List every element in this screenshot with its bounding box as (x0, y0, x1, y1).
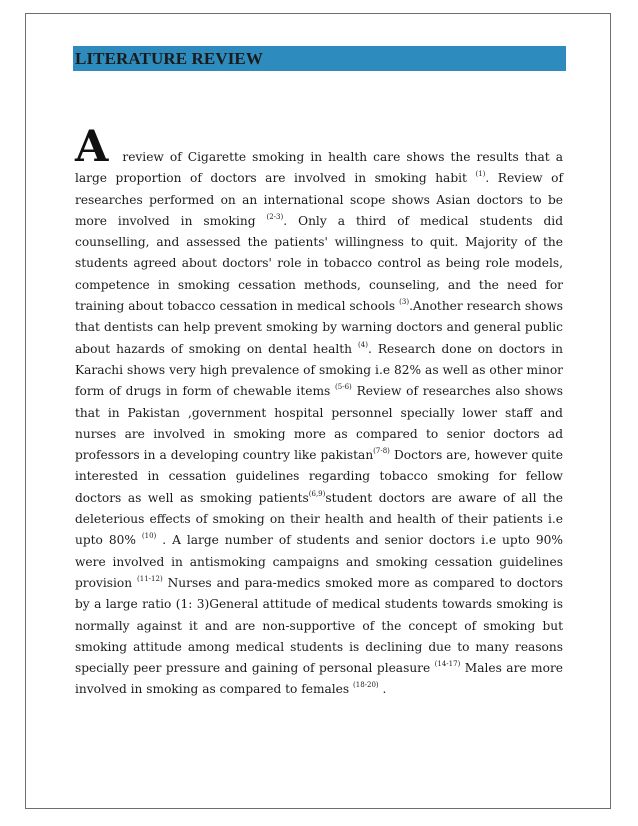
paragraph-text-run: . (378, 682, 387, 697)
citation-reference: (7-8) (373, 447, 390, 456)
citation-reference: (4) (358, 340, 368, 349)
paragraph-text-run: review of Cigarette smoking in health care shows the results that a large proportion of doctors are involved in smoking habit (75, 150, 563, 186)
paragraph-text-run: Nurses and para-medics smoked more as compared to doctors by a large ratio (1: 3)General attitude of medical students towards smoking is normally against it and are non-supportive of the concept of smoking but smoking attitude among medical students is declining due to many reasons specially peer pressure and gaining of personal pleasure (75, 575, 563, 676)
section-heading: LITERATURE REVIEW (73, 46, 566, 71)
citation-reference: (10) (141, 532, 157, 541)
paragraph-content (75, 147, 563, 701)
citation-reference: (6,9) (308, 489, 326, 498)
paragraph-text-run: .Another research shows that dentists can help prevent smoking by warning doctors and general public about hazards of smoking on dental health (75, 299, 564, 356)
paragraph-text-run: student doctors are aware of all the deleterious effects of smoking on their health and health of their patients i.e upto 80% (75, 490, 563, 548)
citation-reference: (1) (475, 170, 486, 179)
paragraph-text-run: Review of researches also shows that in Pakistan ,government hospital personnel specially lower staff and nurses are involved in smoking more as compared to senior doctors ad professors in a developing country like pakistan (75, 384, 563, 463)
paragraph-text-run: . Research done on doctors in Karachi shows very high prevalence of smoking i.e 82% as well as other minor form of drugs in form of chewable items (75, 341, 563, 399)
paragraph-text-run: Doctors are, however quite interested in cessation guidelines regarding tobacco smoking for fellow doctors as well as smoking patients (75, 448, 563, 505)
citation-reference: (11-12) (137, 574, 163, 583)
literature-review-paragraph (75, 118, 563, 701)
citation-reference: (5-6) (335, 383, 352, 392)
citation-reference: (14-17) (434, 660, 461, 669)
paragraph-text-run: . A large number of students and senior doctors i.e upto 90% were involved in antismoking campaigns and smoking cessation guidelines provision (75, 533, 563, 590)
paragraph-text-run: . Only a third of medical students did counselling, and assessed the patients' willingness to quit. Majority of the students agreed about doctors' role in tobacco control as being role models, competence in smoking cessation methods, counseling, and the need for training about tobacco cessation in medical schools (75, 213, 563, 314)
drop-cap: A (75, 122, 109, 172)
paragraph-text-run: Males are more involved in smoking as compared to females (75, 661, 563, 697)
citation-reference: (3) (399, 298, 410, 307)
paragraph-text-run: . Review of researches performed on an international scope shows Asian doctors to be more involved in smoking (75, 171, 563, 228)
citation-reference: (2-3) (266, 212, 284, 221)
citation-reference: (18-20) (353, 681, 379, 690)
